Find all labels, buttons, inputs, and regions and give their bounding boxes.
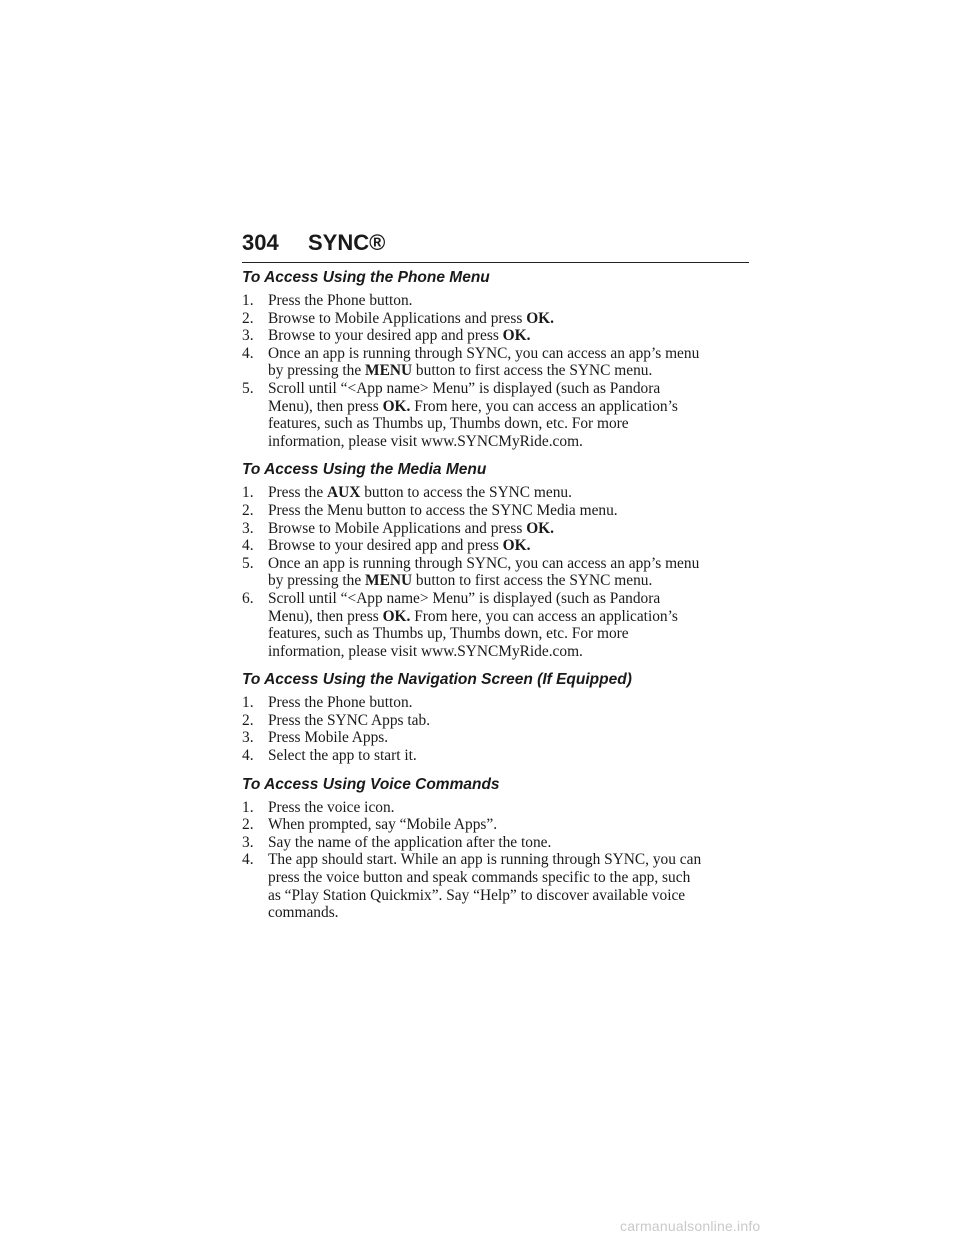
step-item [242,747,758,765]
step-text: Press the Phone button. [268,694,413,712]
step-text: From here, you can access an application’s features, such as Thumbs up, Thumbs down, etc. For more information, please visit www.SYNCMyRide.com. [268,397,678,450]
step-text: The app should start. While an app is running through SYNC, you can press the voice button and speak commands specific to the app, such as “Play Station Quickmix”. Say “Help” to discover available voice commands. [268,851,702,922]
step-item [242,310,758,328]
step-item [242,555,758,590]
step-text: Browse to your desired app and press [268,537,503,555]
step-list [242,694,758,764]
step-number: 1. [242,798,254,816]
step-item [242,292,758,310]
step-item [242,834,758,852]
step-keyword: OK. [382,607,411,625]
step-text: button to first access the SYNC menu. [412,362,653,380]
step-text: Press the SYNC Apps tab. [268,711,431,729]
step-keyword: OK. [502,327,531,345]
step-number: 3. [242,327,254,345]
step-item [242,816,758,834]
step-text: Browse to your desired app and press [268,327,503,345]
step-item [242,502,758,520]
section-heading: To Access Using Voice Commands [242,775,500,793]
step-keyword: OK. [502,537,531,555]
step-text: Select the app to start it. [268,747,417,765]
step-text: Once an app is running through SYNC, you can access an app’s menu by pressing the [268,554,700,590]
step-text: Press the Phone button. [268,292,413,309]
step-text: Press the Menu button to access the SYNC Media menu. [268,501,618,519]
step-keyword: OK. [382,397,411,415]
step-item [242,729,758,747]
step-number: 2. [242,309,254,327]
step-item [242,712,758,730]
watermark: carmanualsonline.info [620,1218,761,1234]
section-heading: To Access Using the Media Menu [242,461,487,479]
page-number: 304 [242,230,279,255]
step-text: Browse to Mobile Applications and press [268,519,527,537]
step-number: 6. [242,589,254,607]
section [242,670,758,764]
page-content [242,268,758,932]
step-number: 5. [242,379,254,397]
step-number: 1. [242,292,254,309]
step-number: 3. [242,729,254,747]
step-list [242,484,758,660]
step-text: button to first access the SYNC menu. [412,572,653,590]
step-number: 4. [242,344,254,362]
section [242,775,758,922]
step-text: Press the voice icon. [268,798,395,816]
section-heading: To Access Using the Navigation Screen (If Equipped) [242,671,632,689]
step-number: 2. [242,816,254,834]
step-text: Say the name of the application after the tone. [268,833,552,851]
section [242,460,758,660]
step-item [242,851,758,921]
step-number: 4. [242,851,254,869]
step-text: Once an app is running through SYNC, you can access an app’s menu by pressing the [268,344,700,380]
step-number: 4. [242,747,254,765]
step-number: 4. [242,537,254,555]
step-number: 3. [242,519,254,537]
step-text: When prompted, say “Mobile Apps”. [268,816,498,834]
step-item [242,345,758,380]
chapter-title: SYNC® [308,230,386,255]
section-heading: To Access Using the Phone Menu [242,269,490,286]
step-list [242,799,758,922]
step-item [242,537,758,555]
step-item [242,380,758,450]
step-list [242,292,758,450]
step-text: Press Mobile Apps. [268,729,389,747]
step-keyword: OK. [526,519,554,537]
step-item [242,484,758,502]
step-item [242,520,758,538]
step-text: Scroll until “<App name> Menu” is displayed (such as Pandora Menu), then press [268,379,661,415]
step-keyword: AUX [327,484,361,502]
step-item [242,327,758,345]
step-text: Scroll until “<App name> Menu” is displayed (such as Pandora Menu), then press [268,589,661,625]
step-number: 2. [242,711,254,729]
step-number: 5. [242,554,254,572]
step-item [242,799,758,817]
step-keyword: MENU [365,572,413,590]
step-number: 3. [242,833,254,851]
step-item [242,590,758,660]
step-text: Press the [268,484,327,502]
step-number: 1. [242,694,254,712]
page-header [242,230,749,263]
step-number: 1. [242,484,254,502]
section [242,268,758,450]
step-number: 2. [242,501,254,519]
step-keyword: OK. [526,309,554,327]
step-text: Browse to Mobile Applications and press [268,309,527,327]
step-text: From here, you can access an application’s features, such as Thumbs up, Thumbs down, etc. For more information, please visit www.SYNCMyRide.com. [268,607,678,660]
step-item [242,694,758,712]
step-text: button to access the SYNC menu. [360,484,572,502]
step-keyword: MENU [365,362,413,380]
